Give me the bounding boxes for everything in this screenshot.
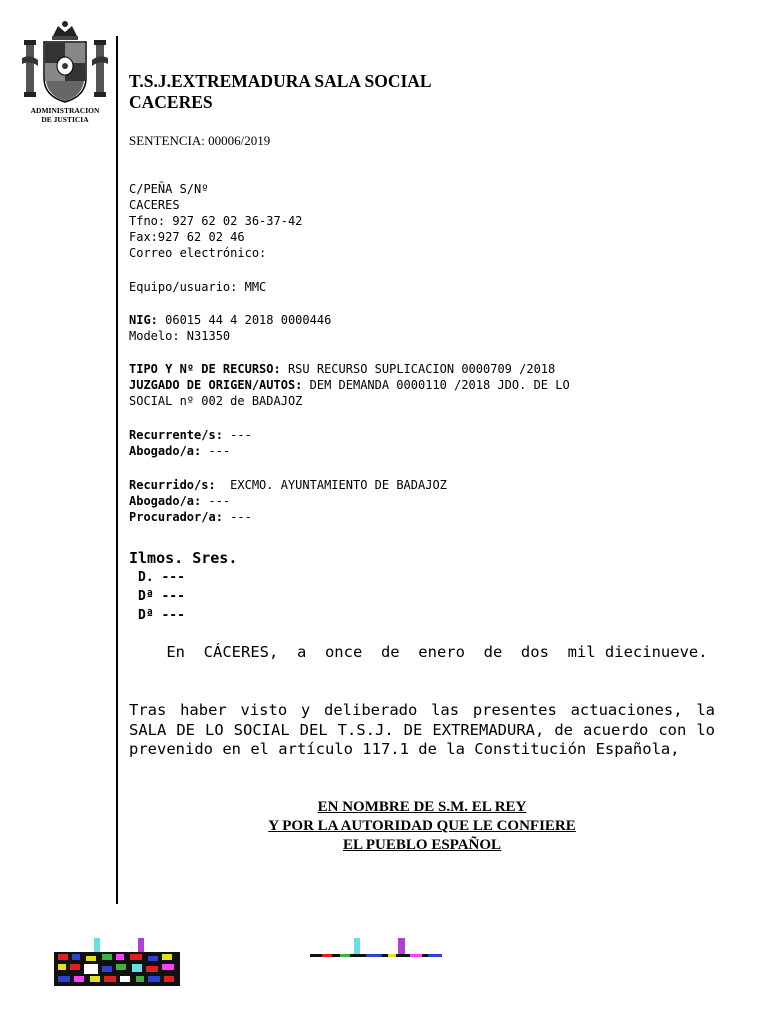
color-barcode-icon <box>50 936 184 988</box>
recurrente-value: --- <box>222 428 252 442</box>
nig-label: NIG: <box>129 313 158 327</box>
address-street: C/PEÑA S/Nº <box>129 182 209 196</box>
recurrente-label: Recurrente/s: <box>129 428 223 442</box>
judge-item: Dª --- <box>138 608 185 623</box>
recurrido-procurador-value: --- <box>222 510 252 524</box>
rey-line1: EN NOMBRE DE S.M. EL REY <box>317 799 527 815</box>
address-email: Correo electrónico: <box>129 246 267 260</box>
judges-title: Ilmos. Sres. <box>129 549 238 567</box>
address-city: CACERES <box>129 198 180 212</box>
date-paragraph: En CÁCERES, a once de enero de dos mil diecinueve. <box>129 643 708 661</box>
equipo-usuario: Equipo/usuario: MMC <box>129 280 267 294</box>
juzgado-label: JUZGADO DE ORIGEN/AUTOS: <box>129 378 303 392</box>
recurrente-abogado-value: --- <box>201 444 231 458</box>
rey-line3: EL PUEBLO ESPAÑOL <box>342 837 502 853</box>
recurrente-line <box>129 428 252 443</box>
judges-block <box>129 548 237 625</box>
recurrido-procurador-line <box>129 510 252 525</box>
juzgado-value: DEM DEMANDA 0000110 /2018 JDO. DE LO <box>302 378 570 392</box>
crest-label-line2: DE JUSTICIA <box>41 115 89 124</box>
recurrido-abogado-value: --- <box>201 494 231 508</box>
crest-label <box>18 106 112 124</box>
color-barcode-line-icon <box>310 936 442 960</box>
recurrido-line <box>129 478 447 493</box>
en-nombre-del-rey <box>129 798 715 855</box>
modelo-line: Modelo: N31350 <box>129 329 231 343</box>
recurrido-label: Recurrido/s: <box>129 478 216 492</box>
nig-value: 06015 44 4 2018 0000446 <box>157 313 332 327</box>
recurrido-abogado-line <box>129 494 230 509</box>
recurrente-abogado-line <box>129 444 230 459</box>
court-name: T.S.J.EXTREMADURA SALA SOCIAL <box>129 71 432 91</box>
address-fax: Fax:927 62 02 46 <box>129 230 245 244</box>
vertical-rule <box>116 36 118 904</box>
recurrido-abogado-label: Abogado/a: <box>129 494 202 508</box>
juzgado-line2: SOCIAL nº 002 de BADAJOZ <box>129 394 303 408</box>
recurrente-abogado-label: Abogado/a: <box>129 444 202 458</box>
address-phone: Tfno: 927 62 02 36-37-42 <box>129 214 303 228</box>
court-city: CACERES <box>129 92 213 112</box>
coat-of-arms-icon <box>18 18 112 106</box>
recurrido-value: EXCMO. AYUNTAMIENTO DE BADAJOZ <box>215 478 447 492</box>
recurrido-procurador-label: Procurador/a: <box>129 510 223 524</box>
sentencia-number: SENTENCIA: 00006/2019 <box>129 133 271 148</box>
tipo-recurso-label: TIPO Y Nº DE RECURSO: <box>129 362 281 376</box>
tipo-recurso-line <box>129 362 555 377</box>
judge-item: D. --- <box>138 570 185 585</box>
nig-line <box>129 313 331 328</box>
coat-of-arms <box>18 18 112 128</box>
juzgado-line <box>129 378 570 393</box>
judge-item: Dª --- <box>138 589 185 604</box>
deliberation-paragraph: Tras haber visto y deliberado las presentes actuaciones, la SALA DE LO SOCIAL DEL T.S.J. DE EXTREMADURA, de acuerdo con lo prevenido en el artículo 117.1 de la Constitución Española, <box>129 701 715 758</box>
tipo-recurso-value: RSU RECURSO SUPLICACION 0000709 /2018 <box>280 362 556 376</box>
crest-label-line1: ADMINISTRACION <box>30 106 100 115</box>
rey-line2: Y POR LA AUTORIDAD QUE LE CONFIERE <box>268 818 576 834</box>
